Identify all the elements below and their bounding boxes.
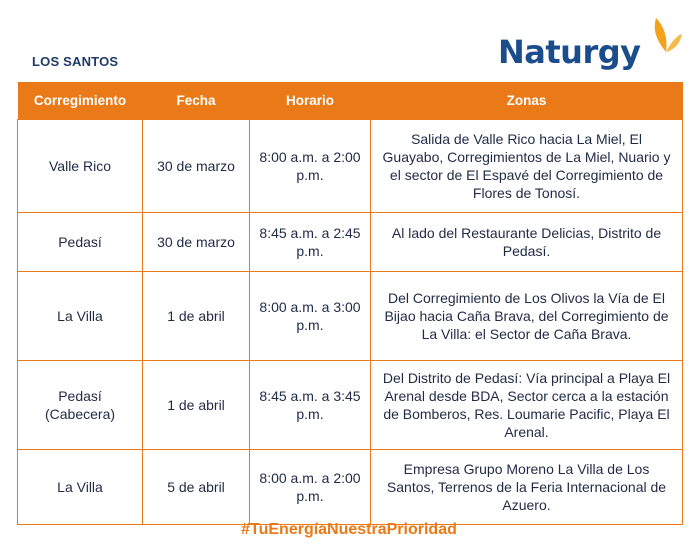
brand-name: Naturgy: [498, 33, 641, 71]
header-horario: Horario: [250, 82, 371, 120]
table-row: [18, 361, 683, 450]
table-row: [18, 450, 683, 525]
cell-corregimiento: La Villa: [18, 272, 143, 361]
cell-corregimiento: Pedasí (Cabecera): [18, 361, 143, 450]
cell-horario: 8:00 a.m. a 2:00 p.m.: [250, 450, 371, 525]
cell-corregimiento: Pedasí: [18, 213, 143, 272]
cell-zonas: Del Corregimiento de Los Olivos la Vía de El Bijao hacia Caña Brava, del Corregimiento de La Villa: el Sector de Caña Brava.: [371, 272, 683, 361]
table-row: [18, 120, 683, 213]
campaign-hashtag: #TuEnergíaNuestraPrioridad: [241, 521, 457, 538]
table-row: [18, 272, 683, 361]
cell-zonas: Al lado del Restaurante Delicias, Distrito de Pedasí.: [371, 213, 683, 272]
cell-zonas: Salida de Valle Rico hacia La Miel, El Guayabo, Corregimientos de La Miel, Nuario y el sector de El Espavé del Corregimiento de Flores de Tonosí.: [371, 120, 683, 213]
cell-corregimiento: Valle Rico: [18, 120, 143, 213]
cell-fecha: 1 de abril: [143, 272, 250, 361]
cell-zonas: Del Distrito de Pedasí: Vía principal a Playa El Arenal desde BDA, Sector cerca a la estación de Bomberos, Res. Loumarie Pacific, Playa El Arenal.: [371, 361, 683, 450]
butterfly-icon: [648, 14, 684, 54]
cell-fecha: 5 de abril: [143, 450, 250, 525]
cell-corregimiento: La Villa: [18, 450, 143, 525]
cell-fecha: 30 de marzo: [143, 213, 250, 272]
cell-horario: 8:00 a.m. a 2:00 p.m.: [250, 120, 371, 213]
schedule-table: [17, 82, 683, 525]
cell-horario: 8:00 a.m. a 3:00 p.m.: [250, 272, 371, 361]
cell-zonas: Empresa Grupo Moreno La Villa de Los Santos, Terrenos de la Feria Internacional de Azuero.: [371, 450, 683, 525]
cell-horario: 8:45 a.m. a 3:45 p.m.: [250, 361, 371, 450]
naturgy-logo: [498, 14, 641, 71]
cell-fecha: 1 de abril: [143, 361, 250, 450]
cell-horario: 8:45 a.m. a 2:45 p.m.: [250, 213, 371, 272]
header-zonas: Zonas: [371, 82, 683, 120]
table-row: [18, 213, 683, 272]
header-corregimiento: Corregimiento: [18, 82, 143, 120]
header-fecha: Fecha: [143, 82, 250, 120]
table-header-row: [18, 82, 683, 120]
region-title: LOS SANTOS: [32, 54, 119, 69]
cell-fecha: 30 de marzo: [143, 120, 250, 213]
